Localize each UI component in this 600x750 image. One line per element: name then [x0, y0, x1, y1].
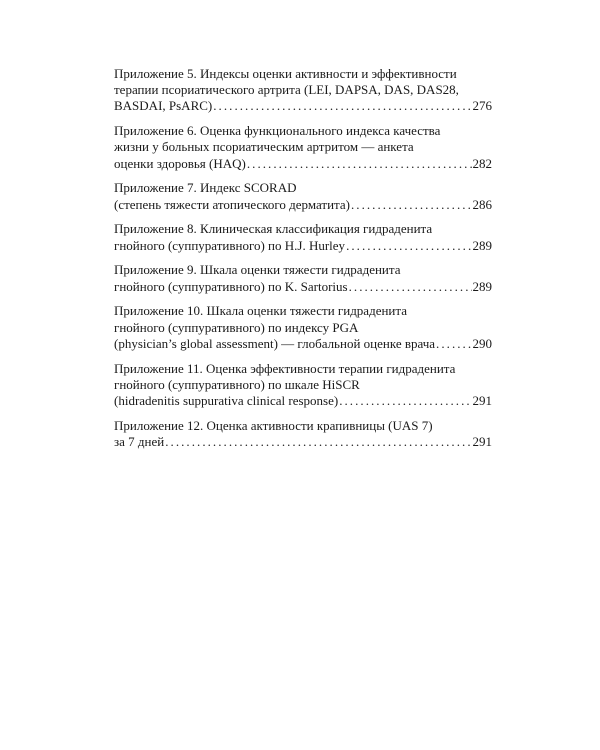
toc-entry-line: гнойного (суппуративного) по H.J. Hurley — [114, 237, 346, 253]
toc-leader-dots — [436, 336, 471, 352]
toc-entry-last-line — [114, 393, 492, 409]
toc-entry-appendix-11 — [114, 361, 492, 410]
toc-entry-last-line — [114, 197, 492, 213]
toc-entry-line: (hidradenitis suppurativa clinical response) — [114, 393, 339, 409]
toc-entry-line: Приложение 12. Оценка активности крапивницы (UAS 7) — [114, 417, 433, 433]
toc-entry-line: BASDAI, PsARC) — [114, 98, 213, 114]
toc-entry-line: терапии псориатического артрита (LEI, DAPSA, DAS, DAS28, — [114, 82, 459, 98]
toc-entry-line: оценки здоровья (HAQ) — [114, 155, 246, 171]
toc-entry-line: жизни у больных псориатическим артритом — анкета — [114, 139, 414, 155]
toc-entry-last-line — [114, 434, 492, 450]
toc-entry-appendix-8 — [114, 221, 492, 253]
toc-entry-line: Приложение 10. Шкала оценки тяжести гидраденита — [114, 303, 407, 319]
toc-entry-appendix-10 — [114, 303, 492, 352]
toc-entry-line: Приложение 6. Оценка функционального индекса качества — [114, 123, 441, 139]
toc-leader-dots — [346, 238, 471, 254]
toc-leader-dots — [339, 393, 471, 409]
toc-entry-line: за 7 дней — [114, 434, 165, 450]
toc-leader-dots — [349, 279, 472, 295]
table-of-contents — [114, 66, 492, 459]
toc-entry-last-line — [114, 279, 492, 295]
toc-page-number: 276 — [472, 98, 492, 114]
toc-entry-last-line — [114, 98, 492, 114]
toc-entry-last-line — [114, 336, 492, 352]
toc-entry-appendix-5 — [114, 66, 492, 115]
toc-page-number: 289 — [472, 278, 492, 294]
toc-entry-last-line — [114, 156, 492, 172]
toc-page-number: 289 — [472, 237, 492, 253]
toc-entry-line: Приложение 11. Оценка эффективности терапии гидраденита — [114, 360, 456, 376]
toc-page-number: 286 — [472, 196, 492, 212]
toc-page-number: 291 — [472, 434, 492, 450]
toc-leader-dots — [247, 156, 472, 172]
toc-entry-appendix-12 — [114, 418, 492, 450]
toc-leader-dots — [213, 98, 471, 114]
toc-leader-dots — [165, 434, 471, 450]
toc-entry-line: гнойного (суппуративного) по K. Sartorius — [114, 278, 348, 294]
toc-entry-appendix-6 — [114, 123, 492, 172]
toc-entry-line: Приложение 8. Клиническая классификация гидраденита — [114, 221, 433, 237]
toc-entry-appendix-9 — [114, 262, 492, 294]
toc-entry-line: Приложение 9. Шкала оценки тяжести гидраденита — [114, 262, 401, 278]
toc-entry-line: Приложение 7. Индекс SCORAD — [114, 180, 297, 196]
toc-entry-line: (physician’s global assessment) — глобальной оценке врача — [114, 335, 436, 351]
toc-entry-appendix-7 — [114, 180, 492, 212]
toc-entry-line: гнойного (суппуративного) по шкале HiSCR — [114, 376, 360, 392]
toc-entry-line: Приложение 5. Индексы оценки активности и эффективности — [114, 66, 457, 81]
toc-leader-dots — [351, 197, 472, 213]
toc-page-number: 282 — [472, 155, 492, 171]
toc-page-number: 290 — [472, 335, 492, 351]
toc-page-number: 291 — [472, 393, 492, 409]
toc-entry-last-line — [114, 238, 492, 254]
toc-entry-line: (степень тяжести атопического дерматита) — [114, 196, 350, 212]
toc-entry-line: гнойного (суппуративного) по индексу PGA — [114, 319, 359, 335]
